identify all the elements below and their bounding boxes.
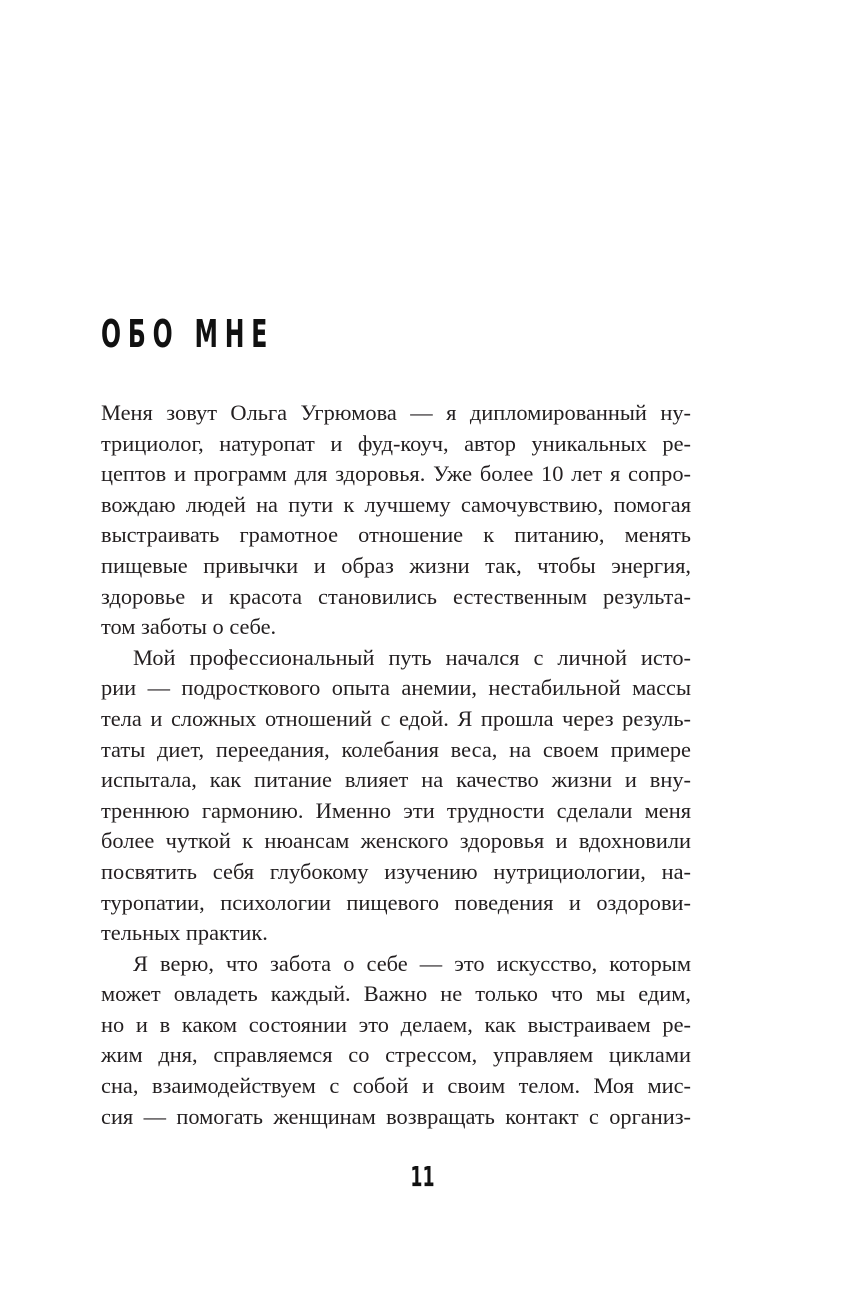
- text-line: жим дня, справляемся со стрессом, управляем циклами: [101, 1042, 691, 1068]
- chapter-title: ОБО МНЕ: [101, 312, 275, 356]
- text-line: Меня зовут Ольга Угрюмова — я дипломированный ну-: [101, 400, 691, 425]
- body-text: [101, 398, 691, 1132]
- text-line: Я верю, что забота о себе — это искусство, которым: [133, 950, 691, 976]
- text-line: том заботы о себе.: [101, 614, 277, 640]
- text-line: Мой профессиональный путь начался с личной исто-: [133, 644, 691, 670]
- text-line: сия — помогать женщинам возвращать контакт с организ-: [101, 1103, 691, 1129]
- page-number-text: 11: [409, 1160, 435, 1193]
- text-line: рии — подросткового опыта анемии, нестабильной массы: [101, 675, 691, 701]
- text-line: туропатии, психологии пищевого поведения и оздорови-: [101, 889, 691, 915]
- text-line: тельных практик.: [101, 920, 268, 946]
- text-line: треннюю гармонию. Именно эти трудности сделали меня: [101, 797, 691, 823]
- text-line: более чуткой к нюансам женского здоровья и вдохновили: [101, 828, 691, 854]
- text-line: трициолог, натуропат и фуд-коуч, автор уникальных ре-: [101, 430, 691, 456]
- text-line: пищевые привычки и образ жизни так, чтобы энергия,: [101, 552, 691, 578]
- text-line: сна, взаимодействуем с собой и своим телом. Моя мис-: [101, 1073, 691, 1099]
- text-line: вождаю людей на пути к лучшему самочувствию, помогая: [101, 491, 691, 517]
- page-number: [0, 1160, 844, 1194]
- text-line: цептов и программ для здоровья. Уже более 10 лет я сопро-: [101, 461, 691, 487]
- paragraph-3: [101, 949, 691, 1133]
- text-line: может овладеть каждый. Важно не только что мы едим,: [101, 981, 691, 1007]
- text-line: испытала, как питание влияет на качество жизни и вну-: [101, 767, 691, 793]
- text-line: таты диет, переедания, колебания веса, на своем примере: [101, 736, 691, 762]
- paragraph-2: [101, 643, 691, 949]
- text-line: здоровье и красота становились естественным результа-: [101, 583, 691, 609]
- text-line: выстраивать грамотное отношение к питанию, менять: [101, 522, 691, 548]
- text-line: посвятить себя глубокому изучению нутрициологии, на-: [101, 858, 691, 884]
- text-line: тела и сложных отношений с едой. Я прошла через резуль-: [101, 705, 691, 731]
- text-line: но и в каком состоянии это делаем, как выстраиваем ре-: [101, 1011, 691, 1037]
- paragraph-1: [101, 398, 691, 643]
